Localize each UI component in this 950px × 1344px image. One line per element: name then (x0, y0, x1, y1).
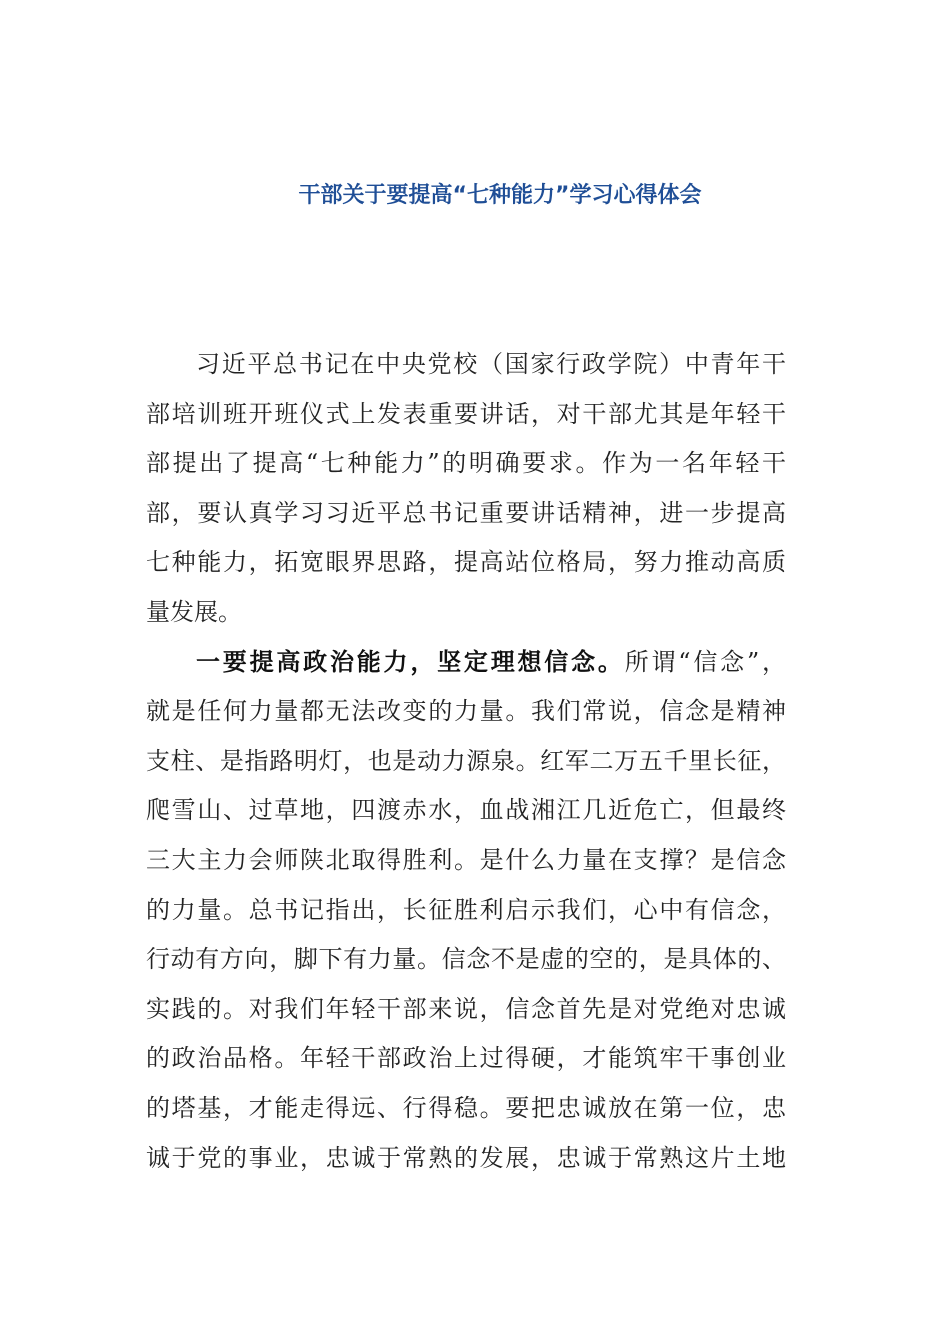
section-heading: 一要提高政治能力，坚定理想信念。 (196, 647, 625, 676)
text-line: 七种能力，拓宽眼界思路，提高站位格局，努力推动高质 (146, 548, 786, 577)
paragraph-intro (146, 340, 786, 638)
text-line: 量发展。 (146, 597, 242, 626)
text-line: 部，要认真学习习近平总书记重要讲话精神，进一步提高 (146, 498, 786, 527)
paragraph-political-ability (146, 638, 786, 1184)
text-line: 诚于党的事业，忠诚于常熟的发展，忠诚于常熟这片土地 (146, 1143, 786, 1172)
text-line: 就是任何力量都无法改变的力量。我们常说，信念是精神 (146, 697, 786, 726)
text-line: 支柱、是指路明灯，也是动力源泉。红军二万五千里长征， (146, 746, 786, 775)
text-fragment: 所谓“信念”， (624, 647, 787, 676)
document-title: 干部关于要提高“七种能力”学习心得体会 (298, 183, 702, 208)
text-line: 实践的。对我们年轻干部来说，信念首先是对党绝对忠诚 (146, 994, 786, 1023)
text-line: 的塔基，才能走得远、行得稳。要把忠诚放在第一位，忠 (146, 1093, 786, 1122)
text-line: 部提出了提高“七种能力”的明确要求。作为一名年轻干 (146, 449, 786, 478)
text-line (146, 638, 786, 688)
text-line: 的政治品格。年轻干部政治上过得硬，才能筑牢干事创业 (146, 1044, 786, 1073)
text-line: 部培训班开班仪式上发表重要讲话，对干部尤其是年轻干 (146, 399, 786, 428)
text-line: 的力量。总书记指出，长征胜利启示我们，心中有信念， (146, 895, 786, 924)
document-body (146, 340, 786, 1183)
text-line: 习近平总书记在中央党校（国家行政学院）中青年干 (196, 350, 786, 378)
text-line: 行动有方向，脚下有力量。信念不是虚的空的，是具体的、 (146, 945, 786, 974)
text-line: 三大主力会师陕北取得胜利。是什么力量在支撑？是信念 (146, 845, 786, 874)
text-line: 爬雪山、过草地，四渡赤水，血战湘江几近危亡，但最终 (146, 796, 786, 825)
